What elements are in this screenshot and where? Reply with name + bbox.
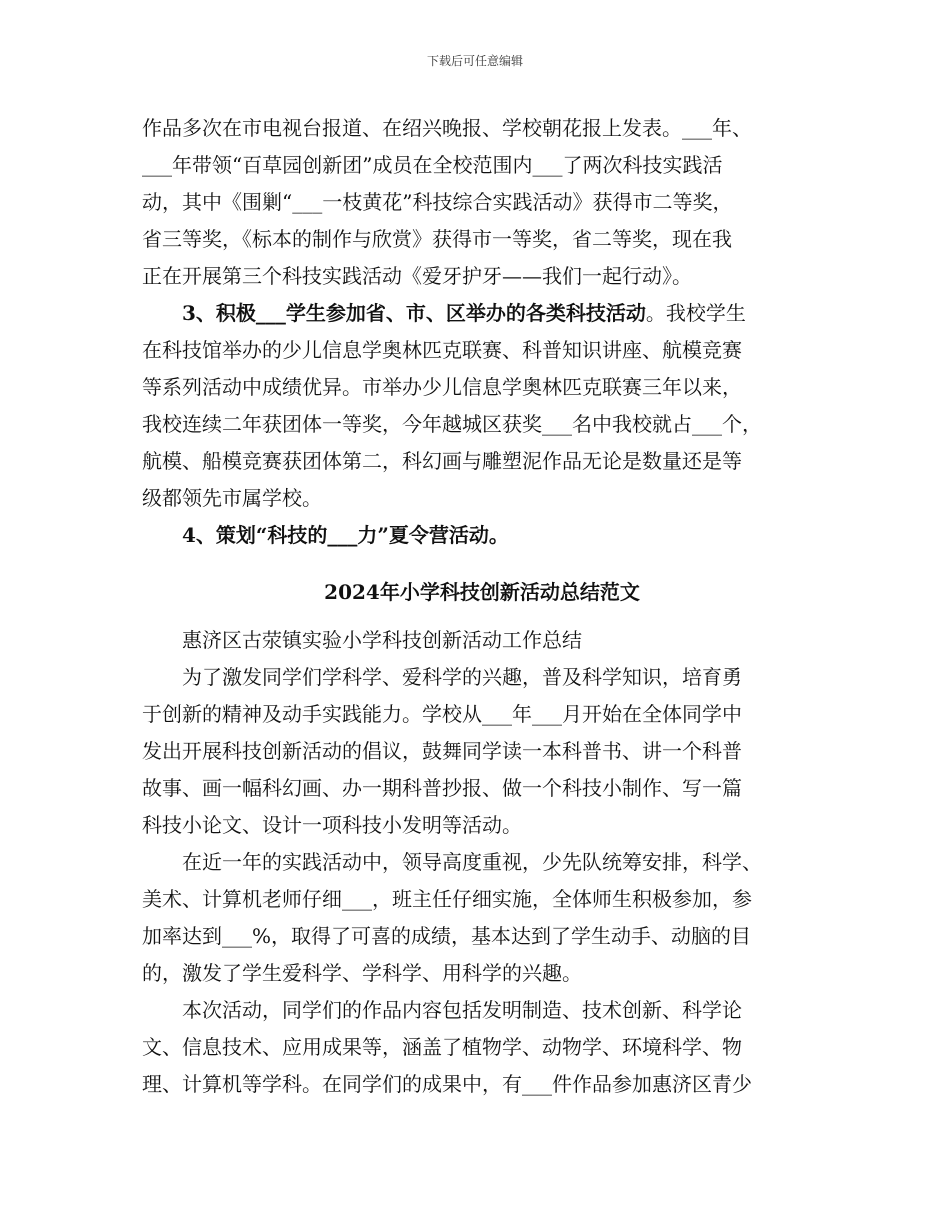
text-line: 航模、船模竞赛获团体第二，科幻画与雕塑泥作品无论是数量还是等 [142,449,742,473]
text-line: 等系列活动中成绩优异。市举办少儿信息学奥林匹克联赛三年以来， [142,375,742,399]
text-line: 在科技馆举办的少儿信息学奥林匹克联赛、科普知识讲座、航模竞赛 [142,338,742,362]
paragraph-item-3 [142,295,822,517]
text-line: 科技小论文、设计一项科技小发明等活动。 [142,813,522,837]
text-line: 在近一年的实践活动中，领导高度重视，少先队统筹安排，科学、 [182,850,762,874]
text-line [142,295,822,332]
text-line: 文、信息技术、应用成果等，涵盖了植物学、动物学、环境科学、物 [142,1035,742,1059]
item-3-heading: 3、积极___学生参加省、市、区举办的各类科技活动 [182,301,646,325]
text-line: 美术、计算机老师仔细___，班主任仔细实施，全体师生积极参加，参 [142,887,752,911]
text-line: 省三等奖，《标本的制作与欣赏》获得市一等奖，省二等奖，现在我 [142,227,732,251]
page-header: 下载后可任意编辑 [426,54,523,68]
text-line: 加率达到___%，取得了可喜的成绩，基本达到了学生动手、动脑的目 [142,924,752,948]
text-line: 作品多次在市电视台报道、在绍兴晚报、学校朝花报上发表。___年、 [142,116,752,140]
paragraph-1 [142,659,822,844]
text-line: 动，其中《围剿“___一枝黄花”科技综合实践活动》获得市二等奖， [142,190,733,214]
text-line: ___年带领“百草园创新团”成员在全校范围内___了两次科技实践活 [142,153,723,177]
paragraph-continued [142,110,822,295]
text-line: 发出开展科技创新活动的倡议，鼓舞同学读一本科普书、讲一个科普 [142,739,742,763]
text-line: 级都领先市属学校。 [142,486,322,510]
text-line: 为了激发同学们学科学、爱科学的兴趣，普及科学知识，培育勇 [182,665,742,689]
text-line: 理、计算机等学科。在同学们的成果中，有___件作品参加惠济区青少 [142,1072,752,1096]
item-4-heading: 4、策划“科技的___力”夏令营活动。 [182,523,509,547]
text-line: 本次活动，同学们的作品内容包括发明制造、技术创新、科学论 [182,998,742,1022]
text-line: 我校连续二年获团体一等奖，今年越城区获奖___名中我校就占___个， [142,412,762,436]
text-line: 的，激发了学生爱科学、学科学、用科学的兴趣。 [142,961,582,985]
paragraph-3 [142,992,822,1103]
item-3-lead-rest: 。我校学生 [645,301,746,325]
text-line: 于创新的精神及动手实践能力。学校从___年___月开始在全体同学中 [142,702,742,726]
document-subtitle: 惠济区古荥镇实验小学科技创新活动工作总结 [182,628,582,652]
document-title: 2024年小学科技创新活动总结范文 [324,580,640,604]
text-line: 故事、画一幅科幻画、办一期科普抄报、做一个科技小制作、写一篇 [142,776,742,800]
text-line: 正在开展第三个科技实践活动《爱牙护牙——我们一起行动》。 [142,264,692,288]
document-body [142,110,822,1103]
paragraph-2 [142,844,822,992]
